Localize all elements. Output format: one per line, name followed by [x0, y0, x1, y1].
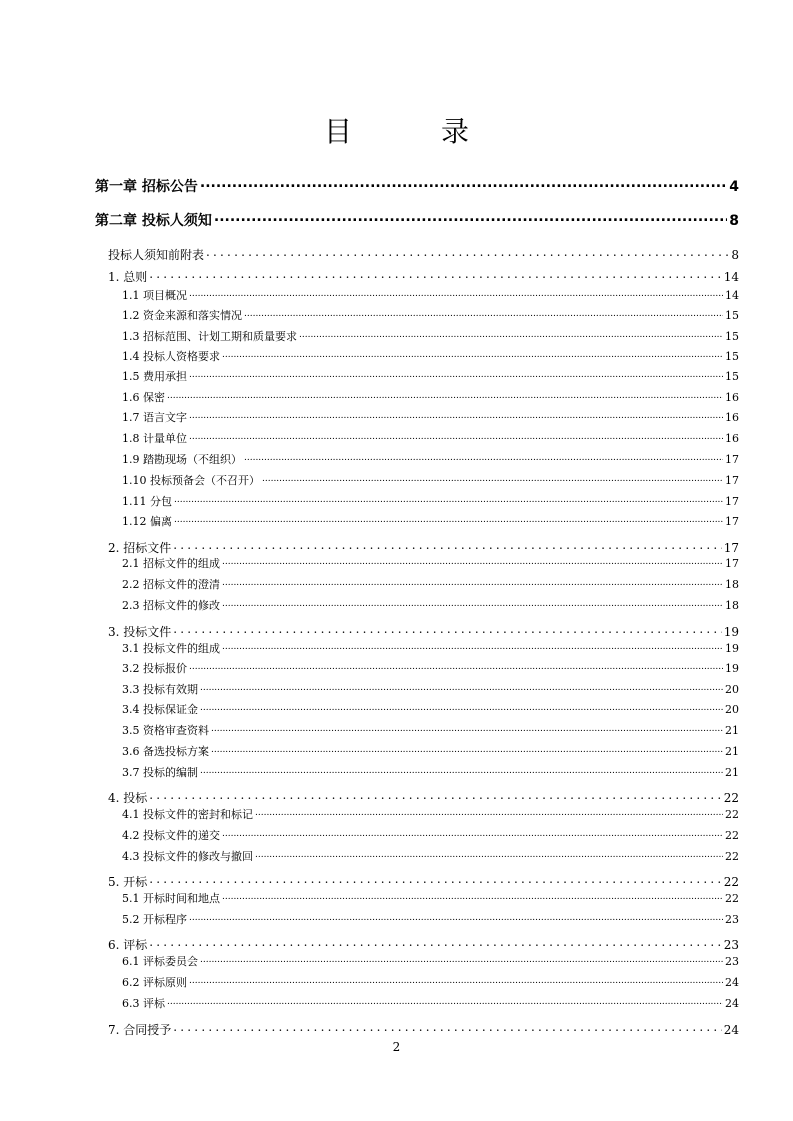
- toc-entry-label: 4.1 投标文件的密封和标记: [122, 808, 253, 821]
- toc-entry-page: 15: [725, 330, 739, 343]
- toc-entry-page: 20: [725, 683, 739, 696]
- toc-entry-label: 5. 开标: [108, 875, 148, 889]
- dot-leader: [200, 765, 723, 776]
- toc-entry[interactable]: [122, 513, 739, 529]
- toc-entry-label: 4. 投标: [108, 791, 148, 805]
- dot-leader: [189, 975, 723, 986]
- toc-entry[interactable]: [108, 246, 739, 263]
- toc-entry-page: 17: [723, 541, 739, 555]
- toc-entry-label: 5.2 开标程序: [122, 913, 187, 926]
- toc-entry-page: 17: [725, 515, 739, 528]
- dot-leader: [222, 598, 723, 609]
- toc-entry[interactable]: [122, 911, 739, 927]
- toc-entry-page: 24: [725, 976, 739, 989]
- dot-leader: [173, 540, 721, 552]
- page-number: 2: [392, 1040, 401, 1054]
- toc-entry-page: 17: [725, 495, 739, 508]
- toc-entry-page: 21: [725, 724, 739, 737]
- toc-entry-label: 2.3 招标文件的修改: [122, 599, 220, 612]
- dot-leader: [149, 874, 721, 886]
- toc-entry-page: 16: [725, 411, 739, 424]
- toc-entry[interactable]: [108, 936, 739, 953]
- toc-entry[interactable]: [95, 176, 739, 196]
- toc-entry-page: 17: [725, 557, 739, 570]
- toc-entry[interactable]: [122, 974, 739, 990]
- toc-entry-label: 3.7 投标的编制: [122, 766, 198, 779]
- dot-leader: [222, 349, 723, 360]
- dot-leader: [173, 624, 721, 636]
- toc-entry[interactable]: [108, 268, 739, 285]
- toc-entry-label: 1.2 资金来源和落实情况: [122, 309, 242, 322]
- toc-entry-label: 4.3 投标文件的修改与撤回: [122, 850, 253, 863]
- toc-entry-label: 第一章 招标公告: [95, 179, 198, 195]
- toc-entry-page: 21: [725, 745, 739, 758]
- toc-entry-label: 2.1 招标文件的组成: [122, 557, 220, 570]
- toc-entry-page: 14: [725, 289, 739, 302]
- toc-entry[interactable]: [122, 368, 739, 384]
- toc-entry-page: 22: [723, 875, 739, 889]
- dot-leader: [299, 329, 723, 340]
- toc-entry-page: 22: [725, 829, 739, 842]
- dot-leader: [174, 514, 723, 525]
- toc-entry-label: 6.2 评标原则: [122, 976, 187, 989]
- toc-entry-label: 3. 投标文件: [108, 625, 172, 639]
- dot-leader: [173, 1022, 721, 1034]
- toc-entry-label: 1.3 招标范围、计划工期和质量要求: [122, 330, 297, 343]
- dot-leader: [149, 269, 721, 281]
- dot-leader: [167, 996, 723, 1007]
- dot-leader: [189, 369, 723, 380]
- toc-entry[interactable]: [122, 348, 739, 364]
- dot-leader: [149, 790, 721, 802]
- dot-leader: [174, 494, 723, 505]
- toc-entry[interactable]: [122, 953, 739, 969]
- dot-leader: [200, 682, 723, 693]
- toc-entry-page: 19: [723, 625, 739, 639]
- toc-entry-label: 1.1 项目概况: [122, 289, 187, 302]
- toc-entry[interactable]: [95, 210, 739, 230]
- toc-entry-page: 22: [723, 791, 739, 805]
- toc-entry[interactable]: [122, 597, 739, 613]
- toc-entry[interactable]: [122, 472, 739, 488]
- toc-entry[interactable]: [122, 430, 739, 446]
- toc-entry-label: 投标人须知前附表: [108, 248, 205, 262]
- toc-entry-label: 6.1 评标委员会: [122, 955, 198, 968]
- toc-entry-page: 23: [725, 913, 739, 926]
- dot-leader: [189, 410, 723, 421]
- toc-entry[interactable]: [122, 640, 739, 656]
- toc-entry-label: 1.5 费用承担: [122, 370, 187, 383]
- dot-leader: [255, 849, 723, 860]
- toc-entry-page: 15: [725, 370, 739, 383]
- toc-entry[interactable]: [122, 555, 739, 571]
- toc-entry-label: 3.5 资格审查资料: [122, 724, 209, 737]
- toc-entry[interactable]: [122, 307, 739, 323]
- dot-leader: [262, 473, 723, 484]
- toc-entry-page: 20: [725, 703, 739, 716]
- toc-entry[interactable]: [122, 287, 739, 303]
- toc-entry[interactable]: [122, 995, 739, 1011]
- dot-leader: [222, 556, 723, 567]
- toc-entry[interactable]: [122, 409, 739, 425]
- toc-entry-label: 1.10 投标预备会（不召开）: [122, 474, 260, 487]
- toc-entry-page: 23: [725, 955, 739, 968]
- toc-entry-label: 6. 评标: [108, 938, 148, 952]
- toc-entry[interactable]: [122, 493, 739, 509]
- toc-entry-page: 24: [725, 997, 739, 1010]
- toc-entry-label: 2. 招标文件: [108, 541, 172, 555]
- toc-entry-page: 21: [725, 766, 739, 779]
- toc-entry-page: 14: [723, 270, 739, 284]
- dot-leader: [206, 247, 729, 259]
- toc-entry-label: 1.6 保密: [122, 391, 165, 404]
- toc-entry[interactable]: [108, 1021, 739, 1038]
- dot-leader: [222, 641, 723, 652]
- toc-entry-label: 3.3 投标有效期: [122, 683, 198, 696]
- toc-entry-page: 24: [723, 1023, 739, 1037]
- dot-leader: [189, 288, 723, 299]
- toc-entry[interactable]: [122, 389, 739, 405]
- toc-entry[interactable]: [108, 623, 739, 640]
- toc-entry[interactable]: [122, 827, 739, 843]
- dot-leader: [255, 807, 723, 818]
- toc-entry-label: 6.3 评标: [122, 997, 165, 1010]
- dot-leader: [222, 891, 723, 902]
- dot-leader: [200, 954, 723, 965]
- toc-entry-label: 5.1 开标时间和地点: [122, 892, 220, 905]
- toc-entry-label: 1.11 分包: [122, 495, 172, 508]
- toc-entry-page: 22: [725, 892, 739, 905]
- toc-entry-label: 3.6 备选投标方案: [122, 745, 209, 758]
- toc-entry[interactable]: [122, 722, 739, 738]
- toc-entry-label: 3.1 投标文件的组成: [122, 642, 220, 655]
- toc-entry[interactable]: [122, 328, 739, 344]
- dot-leader: [214, 211, 727, 225]
- dot-leader: [244, 308, 723, 319]
- toc-entry-label: 1.4 投标人资格要求: [122, 350, 220, 363]
- toc-entry-label: 1. 总则: [108, 270, 148, 284]
- toc-entry-page: 23: [723, 938, 739, 952]
- toc-entry-page: 4: [729, 179, 739, 195]
- toc-entry-label: 3.2 投标报价: [122, 662, 187, 675]
- toc-entry[interactable]: [122, 764, 739, 780]
- toc-entry-page: 16: [725, 432, 739, 445]
- toc-entry-label: 3.4 投标保证金: [122, 703, 198, 716]
- toc-entry-page: 17: [725, 474, 739, 487]
- toc-entry[interactable]: [122, 451, 739, 467]
- dot-leader: [200, 177, 727, 191]
- toc-entry[interactable]: [122, 806, 739, 822]
- toc-entry-page: 16: [725, 391, 739, 404]
- toc-entry-label: 1.7 语言文字: [122, 411, 187, 424]
- dot-leader: [167, 390, 723, 401]
- dot-leader: [222, 577, 723, 588]
- toc-title: 目 录: [324, 115, 509, 148]
- toc-entry-page: 22: [725, 850, 739, 863]
- dot-leader: [211, 744, 723, 755]
- toc-entry-page: 8: [729, 213, 739, 229]
- toc-entry-page: 19: [725, 662, 739, 675]
- toc-entry-page: 18: [725, 578, 739, 591]
- toc-entry-page: 15: [725, 309, 739, 322]
- toc-entry-label: 4.2 投标文件的递交: [122, 829, 220, 842]
- toc-entry[interactable]: [122, 681, 739, 697]
- dot-leader: [244, 452, 723, 463]
- toc-entry[interactable]: [122, 660, 739, 676]
- toc-entry-page: 19: [725, 642, 739, 655]
- dot-leader: [211, 723, 723, 734]
- toc-entry[interactable]: [108, 789, 739, 806]
- dot-leader: [222, 828, 723, 839]
- toc-entry[interactable]: [108, 873, 739, 890]
- toc-entry-label: 第二章 投标人须知: [95, 213, 212, 229]
- dot-leader: [189, 661, 723, 672]
- toc-entry-page: 18: [725, 599, 739, 612]
- toc-entry[interactable]: [122, 848, 739, 864]
- dot-leader: [200, 702, 723, 713]
- toc-entry-page: 17: [725, 453, 739, 466]
- toc-entry[interactable]: [108, 539, 739, 556]
- toc-entry-label: 7. 合同授予: [108, 1023, 172, 1037]
- toc-entry-label: 2.2 招标文件的澄清: [122, 578, 220, 591]
- dot-leader: [149, 937, 721, 949]
- toc-entry-label: 1.8 计量单位: [122, 432, 187, 445]
- dot-leader: [189, 912, 723, 923]
- toc-entry-page: 15: [725, 350, 739, 363]
- toc-entry-page: 22: [725, 808, 739, 821]
- toc-entry[interactable]: [122, 701, 739, 717]
- toc-entry-label: 1.12 偏离: [122, 515, 172, 528]
- toc-entry[interactable]: [122, 576, 739, 592]
- toc-entry[interactable]: [122, 743, 739, 759]
- dot-leader: [189, 431, 723, 442]
- toc-entry[interactable]: [122, 890, 739, 906]
- toc-entry-label: 1.9 踏勘现场（不组织）: [122, 453, 242, 466]
- toc-entry-page: 8: [731, 248, 739, 262]
